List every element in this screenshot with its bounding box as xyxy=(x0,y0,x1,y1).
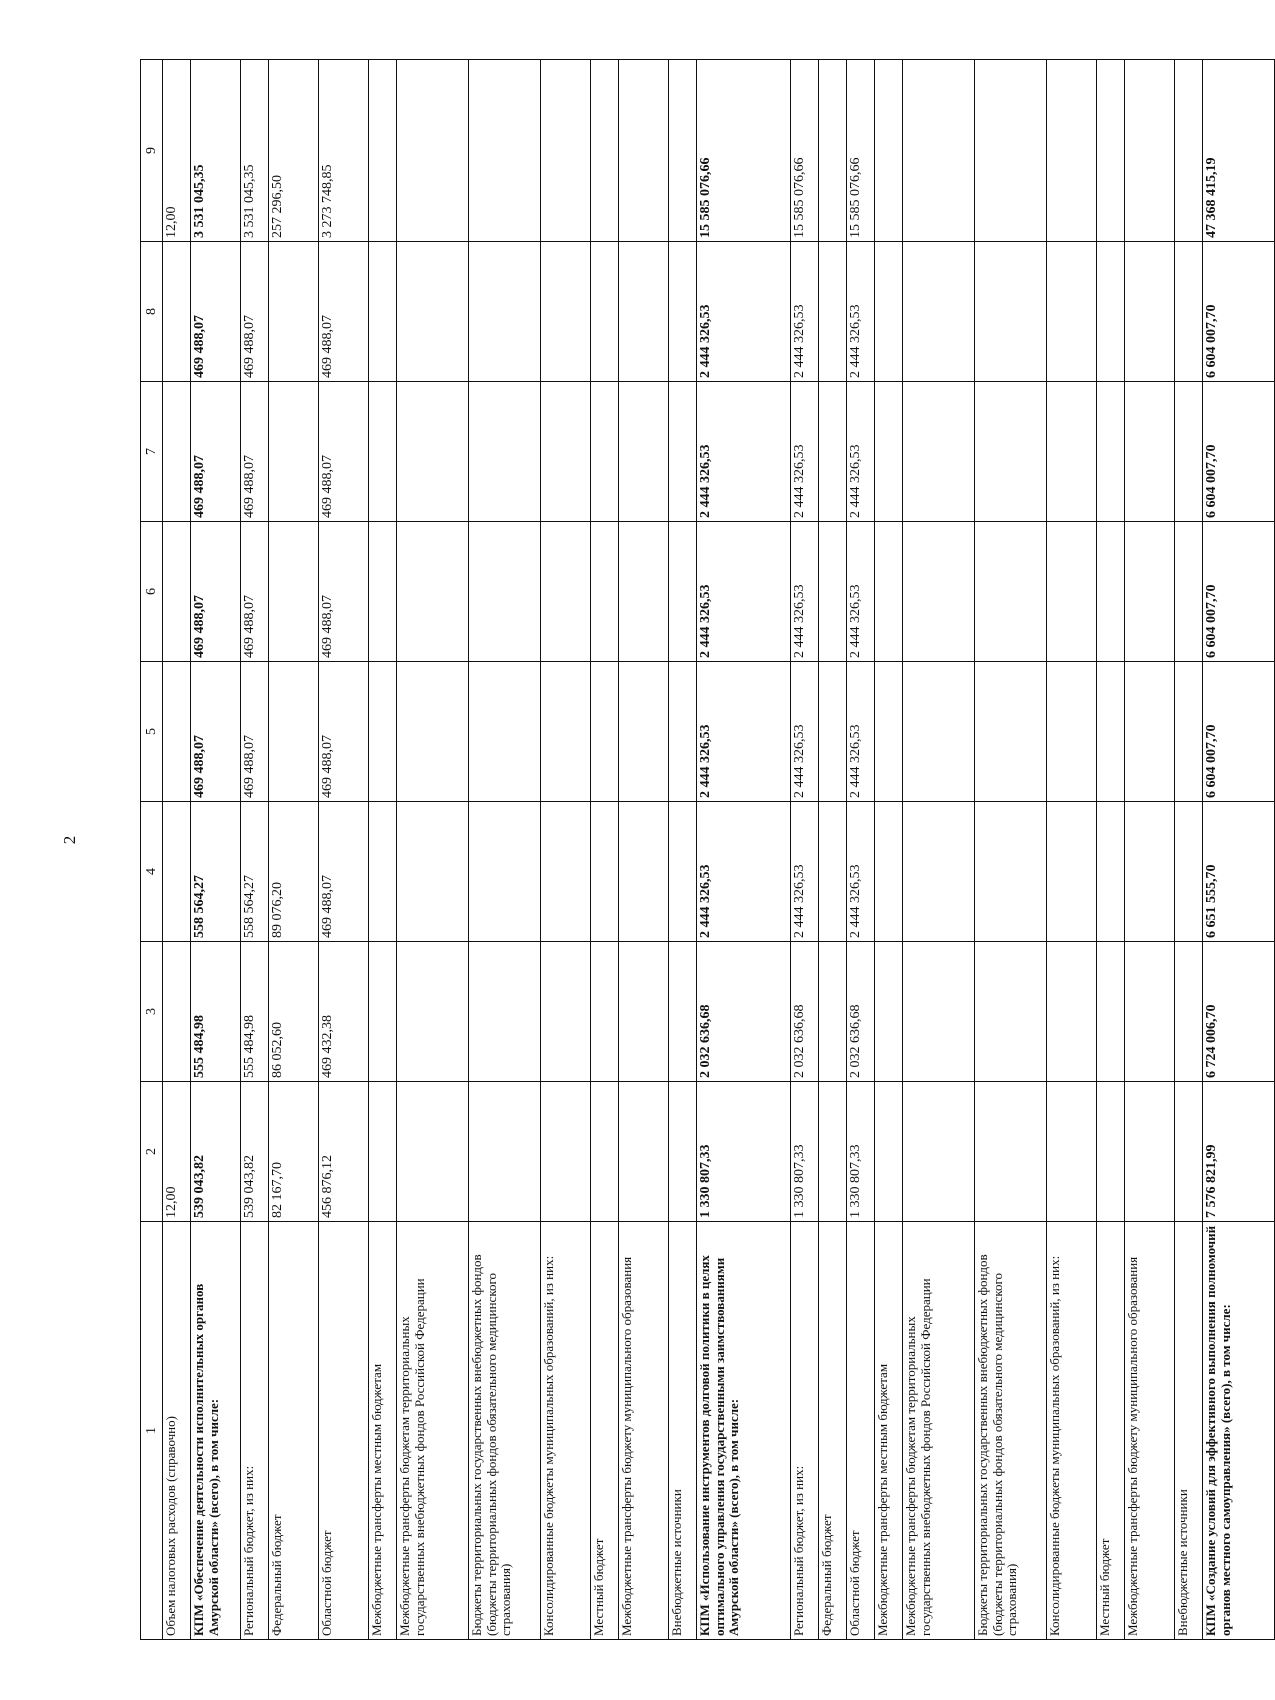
value-cell xyxy=(369,1082,397,1222)
table-row xyxy=(1097,60,1125,1640)
value-cell xyxy=(269,662,319,802)
value-cell xyxy=(1097,802,1125,942)
table-row xyxy=(875,60,903,1640)
value-cell xyxy=(591,1082,619,1222)
value-cell: 469 488,07 xyxy=(191,242,241,382)
value-cell: 456 876,12 xyxy=(319,1082,369,1222)
value-cell: 86 052,60 xyxy=(269,942,319,1082)
table-row xyxy=(1047,60,1097,1640)
value-cell: 3 531 045,35 xyxy=(191,60,241,242)
value-cell: 82 167,70 xyxy=(269,1082,319,1222)
value-cell xyxy=(1125,1082,1175,1222)
value-cell xyxy=(369,382,397,522)
value-cell: 257 296,50 xyxy=(269,60,319,242)
value-cell xyxy=(369,662,397,802)
value-cell: 2 444 326,53 xyxy=(697,802,791,942)
value-cell xyxy=(875,382,903,522)
value-cell: 2 444 326,53 xyxy=(697,522,791,662)
value-cell xyxy=(1175,802,1203,942)
value-cell: 7 576 821,99 xyxy=(1203,1082,1275,1222)
value-cell xyxy=(269,242,319,382)
value-cell xyxy=(469,60,541,242)
value-cell xyxy=(469,662,541,802)
table-row xyxy=(369,60,397,1640)
table-row xyxy=(269,60,319,1640)
value-cell xyxy=(669,662,697,802)
table-row xyxy=(241,60,269,1640)
value-cell xyxy=(619,382,669,522)
value-cell xyxy=(819,522,847,662)
column-header: 4 xyxy=(141,802,163,942)
row-label: Областной бюджет xyxy=(319,1222,369,1640)
value-cell xyxy=(1175,662,1203,802)
row-label: Консолидированные бюджеты муниципальных образований, из них: xyxy=(1047,1222,1097,1640)
table-row xyxy=(1125,60,1175,1640)
value-cell: 6 604 007,70 xyxy=(1203,522,1275,662)
value-cell xyxy=(619,242,669,382)
row-label: Областной бюджет xyxy=(847,1222,875,1640)
value-cell xyxy=(1047,942,1097,1082)
row-label: Консолидированные бюджеты муниципальных образований, из них: xyxy=(541,1222,591,1640)
value-cell xyxy=(669,522,697,662)
value-cell xyxy=(369,802,397,942)
value-cell: 15 585 076,66 xyxy=(847,60,875,242)
row-label: Внебюджетные источники xyxy=(1175,1222,1203,1640)
value-cell: 2 444 326,53 xyxy=(847,522,875,662)
table-row xyxy=(591,60,619,1640)
value-cell xyxy=(591,942,619,1082)
value-cell: 6 604 007,70 xyxy=(1203,382,1275,522)
value-cell: 469 488,07 xyxy=(191,662,241,802)
value-cell xyxy=(1047,242,1097,382)
value-cell xyxy=(1097,662,1125,802)
value-cell: 2 032 636,68 xyxy=(697,942,791,1082)
value-cell xyxy=(163,382,191,522)
value-cell: 2 444 326,53 xyxy=(847,242,875,382)
value-cell: 3 531 045,35 xyxy=(241,60,269,242)
value-cell xyxy=(975,662,1047,802)
row-label: Межбюджетные трансферты местным бюджетам xyxy=(369,1222,397,1640)
row-label: Межбюджетные трансферты местным бюджетам xyxy=(875,1222,903,1640)
budget-table xyxy=(140,59,1275,1640)
value-cell: 555 484,98 xyxy=(191,942,241,1082)
value-cell xyxy=(369,242,397,382)
value-cell: 6 604 007,70 xyxy=(1203,662,1275,802)
value-cell xyxy=(619,802,669,942)
value-cell xyxy=(875,242,903,382)
value-cell xyxy=(903,242,975,382)
table-row xyxy=(469,60,541,1640)
value-cell xyxy=(397,662,469,802)
value-cell xyxy=(819,60,847,242)
value-cell: 15 585 076,66 xyxy=(697,60,791,242)
value-cell xyxy=(1047,382,1097,522)
value-cell: 2 444 326,53 xyxy=(791,802,819,942)
value-cell xyxy=(469,242,541,382)
row-label: КПМ «Обеспечение деятельности исполнительных органов Амурской области» (всего), в том числе: xyxy=(191,1222,241,1640)
value-cell xyxy=(819,662,847,802)
value-cell xyxy=(397,802,469,942)
value-cell xyxy=(469,382,541,522)
value-cell xyxy=(541,942,591,1082)
value-cell xyxy=(669,942,697,1082)
row-label: Объем налоговых расходов (справочно) xyxy=(163,1222,191,1640)
value-cell xyxy=(591,802,619,942)
value-cell xyxy=(541,802,591,942)
value-cell xyxy=(469,802,541,942)
value-cell xyxy=(163,522,191,662)
value-cell: 469 488,07 xyxy=(319,802,369,942)
value-cell: 555 484,98 xyxy=(241,942,269,1082)
row-label: Федеральный бюджет xyxy=(819,1222,847,1640)
value-cell xyxy=(669,242,697,382)
row-label: Межбюджетные трансферты бюджетам территориальных государственных внебюджетных фондов Российской Федерации xyxy=(397,1222,469,1640)
value-cell xyxy=(1125,662,1175,802)
value-cell: 12,00 xyxy=(163,60,191,242)
value-cell xyxy=(541,662,591,802)
value-cell xyxy=(619,1082,669,1222)
row-label: Межбюджетные трансферты бюджету муниципального образования xyxy=(619,1222,669,1640)
row-label: Федеральный бюджет xyxy=(269,1222,319,1640)
value-cell xyxy=(269,382,319,522)
value-cell: 469 488,07 xyxy=(319,242,369,382)
value-cell xyxy=(669,1082,697,1222)
table-row xyxy=(819,60,847,1640)
value-cell xyxy=(1097,382,1125,522)
value-cell xyxy=(163,662,191,802)
table-row xyxy=(847,60,875,1640)
value-cell xyxy=(975,802,1047,942)
value-cell xyxy=(541,382,591,522)
value-cell xyxy=(369,522,397,662)
column-header: 8 xyxy=(141,242,163,382)
value-cell xyxy=(1097,942,1125,1082)
table-row xyxy=(791,60,819,1640)
value-cell xyxy=(1097,1082,1125,1222)
value-cell xyxy=(1175,522,1203,662)
table-body xyxy=(141,60,1275,1640)
column-header: 3 xyxy=(141,942,163,1082)
value-cell: 89 076,20 xyxy=(269,802,319,942)
value-cell: 2 444 326,53 xyxy=(697,662,791,802)
value-cell xyxy=(875,60,903,242)
value-cell: 2 444 326,53 xyxy=(791,242,819,382)
value-cell xyxy=(875,662,903,802)
value-cell xyxy=(1175,60,1203,242)
value-cell xyxy=(903,382,975,522)
value-cell xyxy=(397,522,469,662)
value-cell xyxy=(903,60,975,242)
value-cell: 469 488,07 xyxy=(241,522,269,662)
value-cell: 1 330 807,33 xyxy=(847,1082,875,1222)
value-cell xyxy=(1097,522,1125,662)
value-cell xyxy=(819,382,847,522)
value-cell xyxy=(669,60,697,242)
value-cell: 2 444 326,53 xyxy=(847,382,875,522)
value-cell xyxy=(875,522,903,662)
value-cell xyxy=(903,522,975,662)
table-row xyxy=(697,60,791,1640)
value-cell xyxy=(469,522,541,662)
column-header: 1 xyxy=(141,1222,163,1640)
value-cell xyxy=(1175,382,1203,522)
row-label: Внебюджетные источники xyxy=(669,1222,697,1640)
table-row xyxy=(669,60,697,1640)
value-cell: 2 444 326,53 xyxy=(791,522,819,662)
value-cell: 469 488,07 xyxy=(319,522,369,662)
value-cell xyxy=(1125,942,1175,1082)
row-label: КПМ «Создание условий для эффективного выполнения полномочий органов местного самоуправления» (всего), в том числе: xyxy=(1203,1222,1275,1640)
value-cell xyxy=(975,1082,1047,1222)
value-cell xyxy=(269,522,319,662)
value-cell: 47 368 415,19 xyxy=(1203,60,1275,242)
column-header: 7 xyxy=(141,382,163,522)
row-label: Бюджеты территориальных государственных внебюджетных фондов (бюджеты территориальных фондов обязательного медицинского страхования) xyxy=(975,1222,1047,1640)
value-cell: 469 488,07 xyxy=(191,382,241,522)
value-cell: 12,00 xyxy=(163,1082,191,1222)
value-cell xyxy=(1125,382,1175,522)
value-cell xyxy=(591,242,619,382)
column-header: 2 xyxy=(141,1082,163,1222)
table-row xyxy=(163,60,191,1640)
value-cell xyxy=(1097,60,1125,242)
value-cell xyxy=(397,382,469,522)
row-label: КПМ «Использование инструментов долговой политики в целях оптимального управления государственными заимствованиями Амурской области» (всего), в том числе: xyxy=(697,1222,791,1640)
value-cell: 469 432,38 xyxy=(319,942,369,1082)
value-cell xyxy=(819,242,847,382)
value-cell: 6 724 006,70 xyxy=(1203,942,1275,1082)
value-cell xyxy=(669,802,697,942)
value-cell: 6 604 007,70 xyxy=(1203,242,1275,382)
row-label: Местный бюджет xyxy=(591,1222,619,1640)
value-cell: 469 488,07 xyxy=(241,242,269,382)
table-row xyxy=(541,60,591,1640)
table-header-row xyxy=(141,60,163,1640)
value-cell xyxy=(875,942,903,1082)
value-cell xyxy=(163,942,191,1082)
value-cell: 539 043,82 xyxy=(241,1082,269,1222)
value-cell xyxy=(397,60,469,242)
value-cell: 469 488,07 xyxy=(319,662,369,802)
value-cell xyxy=(669,382,697,522)
value-cell: 2 444 326,53 xyxy=(791,662,819,802)
value-cell xyxy=(975,942,1047,1082)
value-cell xyxy=(903,802,975,942)
value-cell xyxy=(1125,802,1175,942)
value-cell: 558 564,27 xyxy=(241,802,269,942)
value-cell xyxy=(875,802,903,942)
value-cell xyxy=(591,662,619,802)
value-cell xyxy=(1047,662,1097,802)
value-cell xyxy=(541,242,591,382)
table-row xyxy=(619,60,669,1640)
value-cell: 1 330 807,33 xyxy=(791,1082,819,1222)
value-cell xyxy=(975,382,1047,522)
value-cell xyxy=(591,382,619,522)
value-cell xyxy=(1125,242,1175,382)
value-cell: 2 444 326,53 xyxy=(791,382,819,522)
value-cell xyxy=(975,242,1047,382)
value-cell: 2 444 326,53 xyxy=(847,662,875,802)
value-cell xyxy=(875,1082,903,1222)
value-cell xyxy=(1047,802,1097,942)
table-row xyxy=(1175,60,1203,1640)
table-row xyxy=(397,60,469,1640)
value-cell: 469 488,07 xyxy=(241,662,269,802)
value-cell xyxy=(1125,522,1175,662)
value-cell: 2 032 636,68 xyxy=(847,942,875,1082)
value-cell: 2 032 636,68 xyxy=(791,942,819,1082)
value-cell xyxy=(1097,242,1125,382)
value-cell: 2 444 326,53 xyxy=(847,802,875,942)
value-cell xyxy=(397,242,469,382)
table-row xyxy=(903,60,975,1640)
value-cell xyxy=(397,942,469,1082)
value-cell: 469 488,07 xyxy=(319,382,369,522)
value-cell xyxy=(591,522,619,662)
value-cell xyxy=(541,60,591,242)
value-cell: 6 651 555,70 xyxy=(1203,802,1275,942)
value-cell: 3 273 748,85 xyxy=(319,60,369,242)
value-cell xyxy=(1125,60,1175,242)
value-cell xyxy=(541,1082,591,1222)
value-cell xyxy=(619,662,669,802)
value-cell: 539 043,82 xyxy=(191,1082,241,1222)
value-cell xyxy=(1047,1082,1097,1222)
value-cell xyxy=(369,942,397,1082)
value-cell xyxy=(903,662,975,802)
row-label: Региональный бюджет, из них: xyxy=(241,1222,269,1640)
value-cell: 1 330 807,33 xyxy=(697,1082,791,1222)
value-cell: 469 488,07 xyxy=(191,522,241,662)
value-cell: 2 444 326,53 xyxy=(697,382,791,522)
value-cell xyxy=(397,1082,469,1222)
value-cell xyxy=(1047,522,1097,662)
column-header: 5 xyxy=(141,662,163,802)
budget-table-sheet xyxy=(140,60,1233,1640)
value-cell xyxy=(819,1082,847,1222)
value-cell: 558 564,27 xyxy=(191,802,241,942)
column-header: 6 xyxy=(141,522,163,662)
row-label: Межбюджетные трансферты бюджету муниципального образования xyxy=(1125,1222,1175,1640)
value-cell: 2 444 326,53 xyxy=(697,242,791,382)
row-label: Бюджеты территориальных государственных внебюджетных фондов (бюджеты территориальных фондов обязательного медицинского страхования) xyxy=(469,1222,541,1640)
value-cell xyxy=(469,1082,541,1222)
value-cell xyxy=(369,60,397,242)
value-cell xyxy=(541,522,591,662)
value-cell xyxy=(903,942,975,1082)
table-row xyxy=(975,60,1047,1640)
value-cell xyxy=(163,802,191,942)
value-cell xyxy=(975,60,1047,242)
value-cell xyxy=(975,522,1047,662)
row-label: Местный бюджет xyxy=(1097,1222,1125,1640)
row-label: Региональный бюджет, из них: xyxy=(791,1222,819,1640)
value-cell xyxy=(619,522,669,662)
table-row xyxy=(191,60,241,1640)
value-cell xyxy=(619,60,669,242)
value-cell: 15 585 076,66 xyxy=(791,60,819,242)
table-row xyxy=(319,60,369,1640)
value-cell xyxy=(819,802,847,942)
value-cell xyxy=(819,942,847,1082)
value-cell: 469 488,07 xyxy=(241,382,269,522)
value-cell xyxy=(903,1082,975,1222)
column-header: 9 xyxy=(141,60,163,242)
value-cell xyxy=(591,60,619,242)
row-label: Межбюджетные трансферты бюджетам территориальных государственных внебюджетных фондов Российской Федерации xyxy=(903,1222,975,1640)
value-cell xyxy=(1175,1082,1203,1222)
table-row xyxy=(1203,60,1275,1640)
value-cell xyxy=(469,942,541,1082)
page-number: 2 xyxy=(60,835,79,845)
value-cell xyxy=(1175,242,1203,382)
value-cell xyxy=(1175,942,1203,1082)
value-cell xyxy=(619,942,669,1082)
value-cell xyxy=(163,242,191,382)
value-cell xyxy=(1047,60,1097,242)
